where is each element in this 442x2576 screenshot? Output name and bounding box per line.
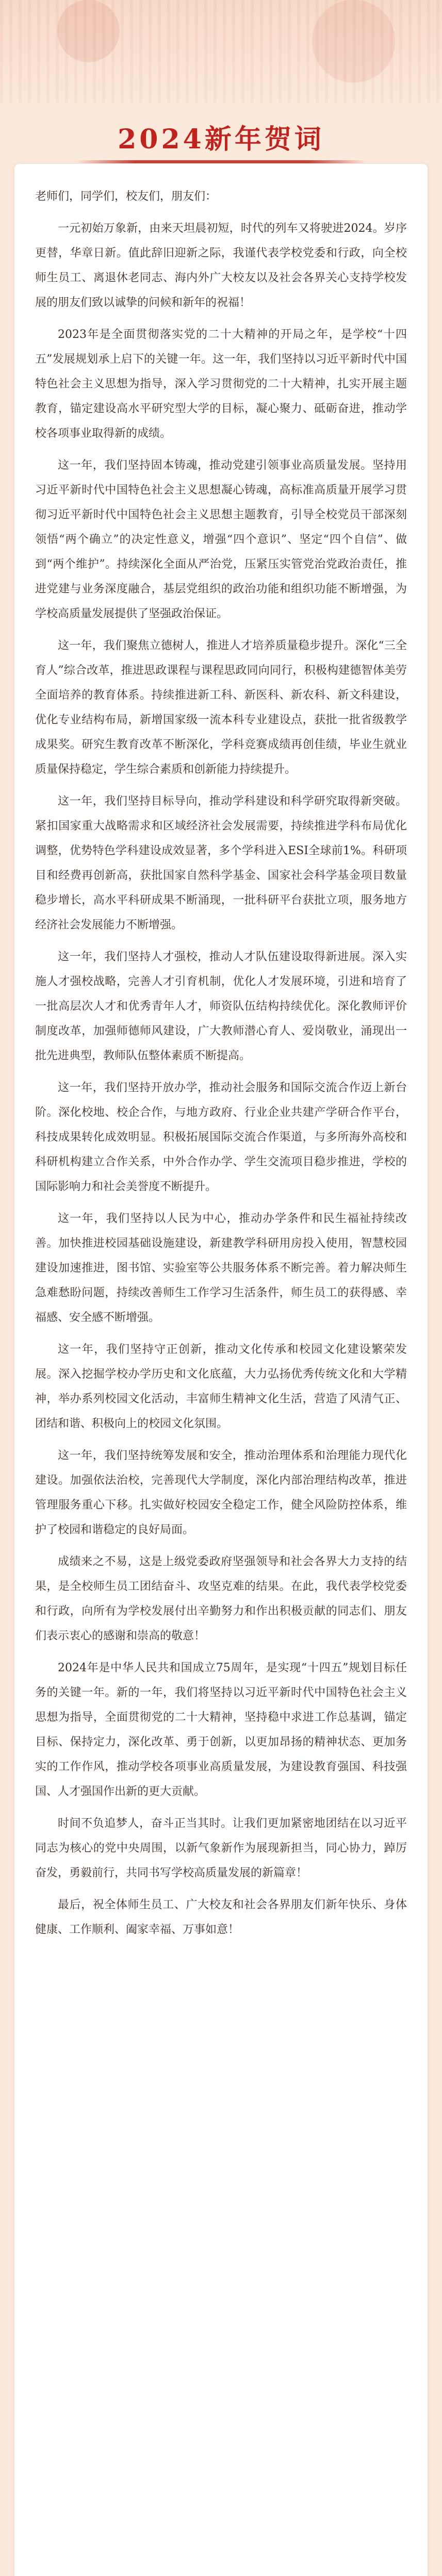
paragraph: 2023年是全面贯彻落实党的二十大精神的开局之年，是学校“十四五”发展规划承上启下的关键一年。这一年，我们坚持以习近平新时代中国特色社会主义思想为指导，深入学习贯彻党的二十大精神，扎实开展主题教育，锚定建设高水平研究型大学的目标，凝心聚力、砥砺奋进，推动学校各项事业取得新的成绩。 (35, 328, 407, 440)
paragraph: 一元初始万象新，由来天坦晨初短，时代的列车又将驶进2024。岁序更替，华章日新。值此辞旧迎新之际，我谨代表学校党委和行政，向全校师生员工、离退休老同志、海内外广大校友以及社会各界关心支持学校发展的朋友们致以诚挚的问候和新年的祝福！ (35, 222, 407, 309)
paragraph-list (35, 216, 407, 1942)
paragraph: 这一年，我们坚持开放办学，推动社会服务和国际交流合作迈上新台阶。深化校地、校企合作，与地方政府、行业企业共建产学研合作平台，科技成果转化成效明显。积极拓展国际交流合作渠道，与多所海外高校和科研机构建立合作关系，中外合作办学、学生交流项目稳步推进，学校的国际影响力和社会美誉度不断提升。 (35, 1081, 407, 1193)
paragraph: 这一年，我们坚持固本铸魂，推动党建引领事业高质量发展。坚持用习近平新时代中国特色社会主义思想凝心铸魂，高标准高质量开展学习贯彻习近平新时代中国特色社会主义思想主题教育，引导全校党员干部深刻领悟“两个确立”的决定性意义，增强“四个意识”、坚定“四个自信”、做到“两个维护”。持续深化全面从严治党，压紧压实管党治党政治责任，推进党建与业务深度融合，基层党组织的政治功能和组织功能不断增强，为学校高质量发展提供了坚强政治保证。 (35, 459, 407, 620)
paragraph: 时间不负追梦人，奋斗正当其时。让我们更加紧密地团结在以习近平同志为核心的党中央周围，以新气象新作为展现新担当，同心协力，踔厉奋发，勇毅前行，共同书写学校高质量发展的新篇章！ (35, 1817, 407, 1879)
header-decoration (0, 0, 442, 103)
article-body (35, 184, 407, 1950)
paragraph: 这一年，我们坚持人才强校，推动人才队伍建设取得新进展。深入实施人才强校战略，完善人才引育机制，优化人才发展环境，引进和培育了一批高层次人才和优秀青年人才，师资队伍结构持续优化。深化教师评价制度改革，加强师德师风建设，广大教师潜心育人、爱岗敬业，涌现出一批先进典型，教师队伍整体素质不断提高。 (35, 951, 407, 1062)
paragraph: 这一年，我们聚焦立德树人，推进人才培养质量稳步提升。深化“三全育人”综合改革，推进思政课程与课程思政同向同行，积极构建德智体美劳全面培养的教育体系。持续推进新工科、新医科、新农科、新文科建设，优化专业结构布局，新增国家级一流本科专业建设点，获批一批省级教学成果奖。研究生教育改革不断深化，学科竞赛成绩再创佳绩，毕业生就业质量保持稳定，学生综合素质和创新能力持续提升。 (35, 639, 407, 776)
paragraph: 最后，祝全体师生员工、广大校友和社会各界朋友们新年快乐、身体健康、工作顺利、阖家幸福、万事如意！ (35, 1899, 407, 1936)
paragraph: 这一年，我们坚持统筹发展和安全，推动治理体系和治理能力现代化建设。加强依法治校，完善现代大学制度，深化内部治理结构改革，推进管理服务重心下移。扎实做好校园安全稳定工作，健全风险防控体系，维护了校园和谐稳定的良好局面。 (35, 1449, 407, 1536)
header-pattern (0, 0, 442, 103)
paragraph: 成绩来之不易，这是上级党委政府坚强领导和社会各界大力支持的结果，是全校师生员工团结奋斗、攻坚克难的结果。在此，我代表学校党委和行政，向所有为学校发展付出辛勤努力和作出积极贡献的同志们、朋友们表示衷心的感谢和崇高的敬意！ (35, 1555, 407, 1642)
content-panel (14, 164, 428, 2576)
title-underline (77, 160, 366, 163)
title-wrap (0, 117, 442, 163)
greeting: 老师们，同学们，校友们，朋友们： (35, 190, 217, 203)
paragraph: 2024年是中华人民共和国成立75周年，是实现“十四五”规划目标任务的关键一年。新的一年，我们将坚持以习近平新时代中国特色社会主义思想为指导，全面贯彻党的二十大精神，坚持稳中求进工作总基调，锚定目标、保持定力，深化改革、勇于创新，以更加昂扬的精神状态、更加务实的工作作风，推动学校各项事业高质量发展，为建设教育强国、科技强国、人才强国作出新的更大贡献。 (35, 1662, 407, 1798)
paragraph: 这一年，我们坚持以人民为中心，推动办学条件和民生福祉持续改善。加快推进校园基础设施建设，新建教学科研用房投入使用，智慧校园建设加速推进，图书馆、实验室等公共服务体系不断完善。着力解决师生急难愁盼问题，持续改善师生工作学习生活条件，师生员工的获得感、幸福感、安全感不断增强。 (35, 1212, 407, 1324)
paragraph: 这一年，我们坚持守正创新，推动文化传承和校园文化建设繁荣发展。深入挖掘学校办学历史和文化底蕴，大力弘扬优秀传统文化和大学精神，举办系列校园文化活动，丰富师生精神文化生活，营造了风清气正、团结和谐、积极向上的校园文化氛围。 (35, 1343, 407, 1430)
paragraph: 这一年，我们坚持目标导向，推动学科建设和科学研究取得新突破。紧扣国家重大战略需求和区域经济社会发展需要，持续推进学科布局优化调整，优势特色学科建设成效显著，多个学科进入ESI全球前1%。科研项目和经费再创新高，获批国家自然科学基金、国家社会科学基金项目数量稳步增长，高水平科研成果不断涌现，一批科研平台获批立项，服务地方经济社会发展能力不断增强。 (35, 795, 407, 931)
page-title: 2024新年贺词 (118, 124, 324, 155)
